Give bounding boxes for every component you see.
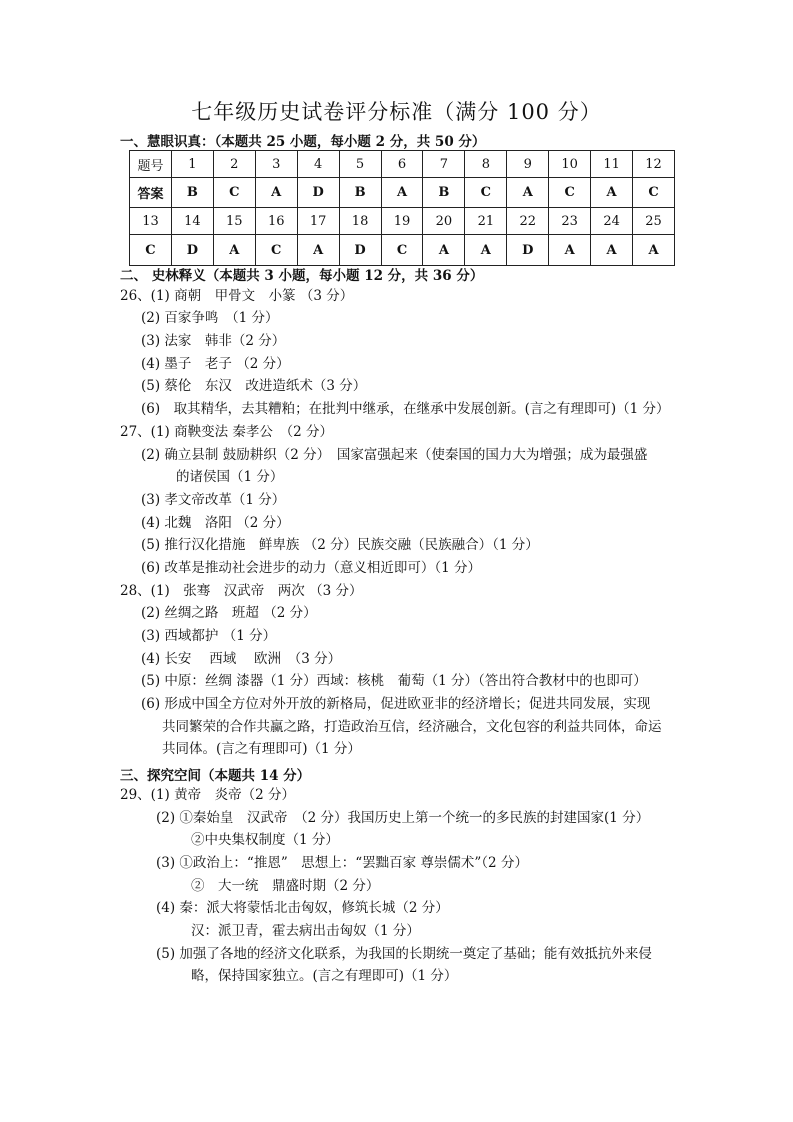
- table-cell: B: [423, 178, 465, 208]
- table-cell: A: [213, 235, 255, 266]
- table-cell: 19: [381, 208, 423, 235]
- table-cell: 7: [423, 151, 465, 178]
- section-3-heading: 三、探究空间（本题共 14 分）: [120, 768, 311, 784]
- table-cell: A: [633, 235, 675, 266]
- table-cell: B: [171, 178, 213, 208]
- q27-line-2: (2) 确立县制 鼓励耕织（2 分） 国家富强起来（使秦国的国力大为增强；成为最强盛: [141, 447, 648, 463]
- table-cell: C: [213, 178, 255, 208]
- q29-line-1: 29、(1) 黄帝 炎帝（2 分）: [120, 787, 295, 803]
- q27-line-4: (4) 北魏 洛阳 （2 分）: [141, 515, 290, 531]
- q28-line-5: (5) 中原：丝绸 漆器（1 分）西域：核桃 葡萄（1 分）（答出符合教材中的也即可）: [141, 673, 647, 689]
- q29-line-5-cont: 略，保持国家独立。(言之有理即可)（1 分）: [191, 968, 458, 984]
- q27-line-3: (3) 孝文帝改革（1 分）: [141, 492, 286, 508]
- q28-line-6-cont-1: 共同繁荣的合作共赢之路，打造政治互信，经济融合，文化包容的利益共同体，命运: [162, 719, 662, 735]
- table-cell: 12: [633, 151, 675, 178]
- table-cell: A: [255, 178, 297, 208]
- table-cell: D: [297, 178, 339, 208]
- table-cell: 5: [339, 151, 381, 178]
- table-cell: 9: [507, 151, 549, 178]
- table-cell: 2: [213, 151, 255, 178]
- table-cell: D: [171, 235, 213, 266]
- q28-line-6-cont-2: 共同体。(言之有理即可)（1 分）: [162, 741, 361, 757]
- q26-line-1: 26、(1) 商朝 甲骨文 小篆 （3 分）: [120, 288, 354, 304]
- table-cell: C: [255, 235, 297, 266]
- table-cell: 24: [591, 208, 633, 235]
- table-cell: 8: [465, 151, 507, 178]
- table-cell: A: [465, 235, 507, 266]
- section-1-heading: 一、慧眼识真：（本题共 25 小题，每小题 2 分，共 50 分）: [120, 134, 486, 150]
- table-cell: A: [591, 235, 633, 266]
- table-cell: 15: [213, 208, 255, 235]
- page-title: 七年级历史试卷评分标准（满分 100 分）: [191, 100, 602, 124]
- table-cell: 1: [171, 151, 213, 178]
- table-cell: 16: [255, 208, 297, 235]
- table-cell: 25: [633, 208, 675, 235]
- table-cell: C: [633, 178, 675, 208]
- table-cell: 20: [423, 208, 465, 235]
- table-cell: A: [423, 235, 465, 266]
- table-cell: 11: [591, 151, 633, 178]
- q27-line-1: 27、(1) 商鞅变法 秦孝公 （2 分）: [120, 424, 334, 440]
- q29-line-2-cont: ②中央集权制度（1 分）: [191, 832, 339, 848]
- q27-line-6: (6) 改革是推动社会进步的动力（意义相近即可）（1 分）: [141, 560, 482, 576]
- table-cell: B: [339, 178, 381, 208]
- table-row: [130, 151, 675, 178]
- q29-line-4-cont: 汉：派卫青，霍去病出击匈奴（1 分）: [191, 923, 420, 939]
- table-row: [130, 178, 675, 208]
- table-cell: 21: [465, 208, 507, 235]
- table-cell: A: [381, 178, 423, 208]
- table-cell: 13: [130, 208, 172, 235]
- q28-line-4: (4) 长安 西域 欧洲 （3 分）: [141, 651, 342, 667]
- table-cell: C: [381, 235, 423, 266]
- q27-line-2-cont: 的诸侯国（1 分）: [176, 469, 284, 485]
- table-cell: 14: [171, 208, 213, 235]
- table-cell: D: [507, 235, 549, 266]
- q29-line-5: (5) 加强了各地的经济文化联系，为我国的长期统一奠定了基础；能有效抵抗外来侵: [156, 946, 652, 962]
- q28-line-6: (6) 形成中国全方位对外开放的新格局，促进欧亚非的经济增长；促进共同发展，实现: [141, 696, 651, 712]
- q27-line-5: (5) 推行汉化措施 鲜卑族 （2 分）民族交融（民族融合）（1 分）: [141, 537, 539, 553]
- q26-line-5: (5) 蔡伦 东汉 改进造纸术（3 分）: [141, 378, 367, 394]
- table-cell: C: [465, 178, 507, 208]
- q26-line-6: (6) 取其精华，去其糟粕；在批判中继承，在继承中发展创新。(言之有理即可)（1 分）: [141, 401, 670, 417]
- q28-line-3: (3) 西域都护 （1 分）: [141, 628, 277, 644]
- table-cell: C: [549, 178, 591, 208]
- table-cell: A: [591, 178, 633, 208]
- table-header-cell: 题号: [130, 151, 172, 178]
- answer-table: [129, 150, 675, 266]
- table-cell: C: [130, 235, 172, 266]
- table-cell: A: [549, 235, 591, 266]
- q26-line-2: (2) 百家争鸣 （1 分）: [141, 310, 279, 326]
- q26-line-4: (4) 墨子 老子 （2 分）: [141, 356, 290, 372]
- table-cell: 6: [381, 151, 423, 178]
- table-cell: 4: [297, 151, 339, 178]
- table-header-cell: 答案: [130, 178, 172, 208]
- table-cell: 10: [549, 151, 591, 178]
- table-cell: 18: [339, 208, 381, 235]
- table-cell: D: [339, 235, 381, 266]
- table-cell: A: [297, 235, 339, 266]
- section-2-heading: 二、 史林释义（本题共 3 小题，每小题 12 分，共 36 分）: [120, 268, 484, 284]
- table-cell: 17: [297, 208, 339, 235]
- table-row: [130, 235, 675, 266]
- table-cell: 22: [507, 208, 549, 235]
- table-cell: 3: [255, 151, 297, 178]
- table-cell: A: [507, 178, 549, 208]
- q29-line-2: (2) ①秦始皇 汉武帝 （2 分）我国历史上第一个统一的多民族的封建国家(1 分）: [156, 810, 650, 826]
- q28-line-2: (2) 丝绸之路 班超 （2 分）: [141, 605, 317, 621]
- q28-line-1: 28、(1) 张骞 汉武帝 两次 （3 分）: [120, 583, 363, 599]
- q29-line-3: (3) ①政治上：“推恩” 思想上：“罢黜百家 尊崇儒术”（2 分）: [156, 855, 528, 871]
- q29-line-4: (4) 秦：派大将蒙恬北击匈奴，修筑长城（2 分）: [156, 900, 449, 916]
- q26-line-3: (3) 法家 韩非（2 分）: [141, 333, 286, 349]
- q29-line-3-cont: ② 大一统 鼎盛时期（2 分）: [191, 878, 380, 894]
- table-row: [130, 208, 675, 235]
- table-cell: 23: [549, 208, 591, 235]
